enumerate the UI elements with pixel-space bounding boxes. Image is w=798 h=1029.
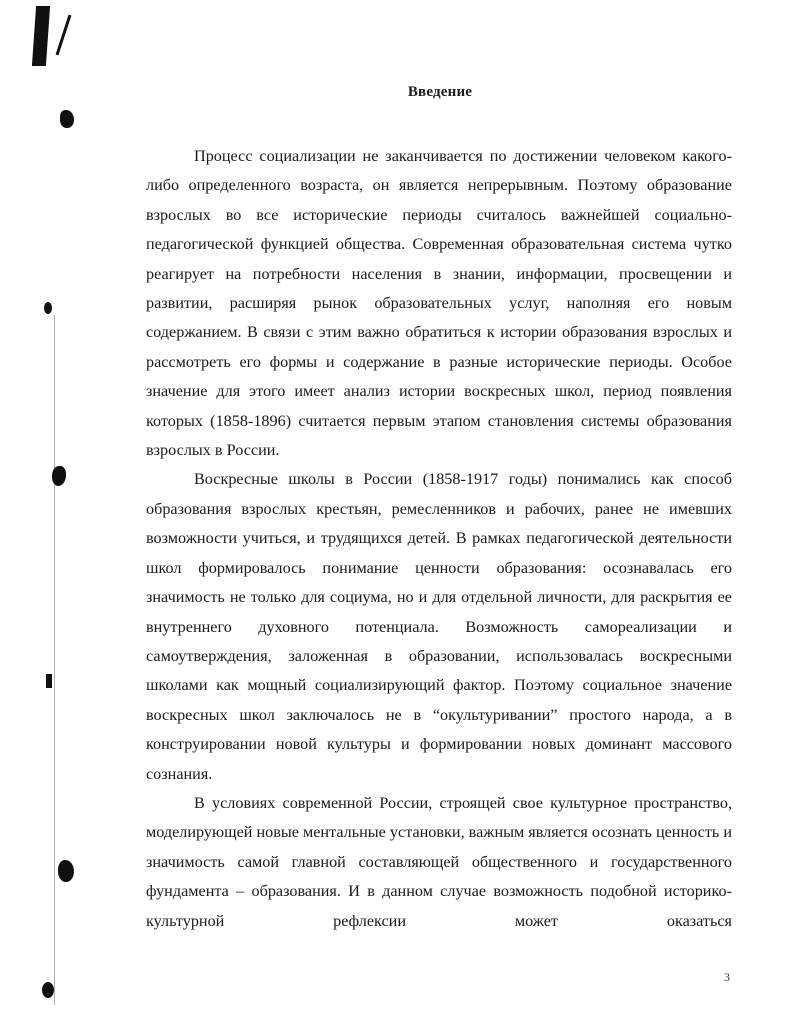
scan-blot-3 — [58, 860, 74, 882]
scan-dot-1 — [44, 302, 52, 314]
scan-margin-line — [54, 315, 55, 1005]
body-text — [146, 142, 732, 936]
scan-blot-1 — [60, 110, 74, 128]
page-title: Введение — [407, 84, 473, 100]
paragraph-2: Воскресные школы в России (1858-1917 годы) понимались как способ образования взрослых крестьян, ремесленников и рабочих, ранее не имевших возможности учиться, и трудящихся детей. В рамках педагогической деятельности школ формировалось понимание ценности образования: осознавалась его значимость не только для социума, но и для отдельной личности, для раскрытия ее внутреннего духовного потенциала. Возможность самореализации и самоутверждения, заложенная в образовании, использовалась воскресными школами как мощный социализирующий фактор. Поэтому социальное значение воскресных школ заключалось не в “окультуривании” простого народа, а в конструировании новой культуры и формировании новых доминант массового сознания. — [146, 470, 732, 783]
scan-dot-2 — [46, 674, 52, 688]
scan-mark-slash — [56, 15, 72, 56]
paragraph-3: В условиях современной России, строящей свое культурное пространство, моделирующей новые ментальные установки, важным является осознать ценность и значимость самой главной составляющей общественного и государственного фундамента – образования. И в данном случае возможность подобной историко-культурной рефлексии может оказаться — [146, 793, 732, 930]
scan-mark-top — [32, 6, 50, 66]
page-number: 3 — [724, 970, 730, 984]
scan-dot-3 — [42, 982, 54, 998]
paragraph-1: Процесс социализации не заканчивается по достижении человеком какого-либо определенного возраста, он является непрерывным. Поэтому образование взрослых во все исторические периоды считалось важнейшей социально-педагогической функцией общества. Современная образовательная система чутко реагирует на потребности населения в знании, информации, просвещении и развитии, расширяя рынок образовательных услуг, наполняя его новым содержанием. В связи с этим важно обратиться к истории образования взрослых и рассмотреть его формы и содержание в разные исторические периоды. Особое значение для этого имеет анализ истории воскресных школ, период появления которых (1858-1896) считается первым этапом становления системы образования взрослых в России. — [146, 147, 732, 460]
scan-blot-2 — [52, 466, 66, 486]
